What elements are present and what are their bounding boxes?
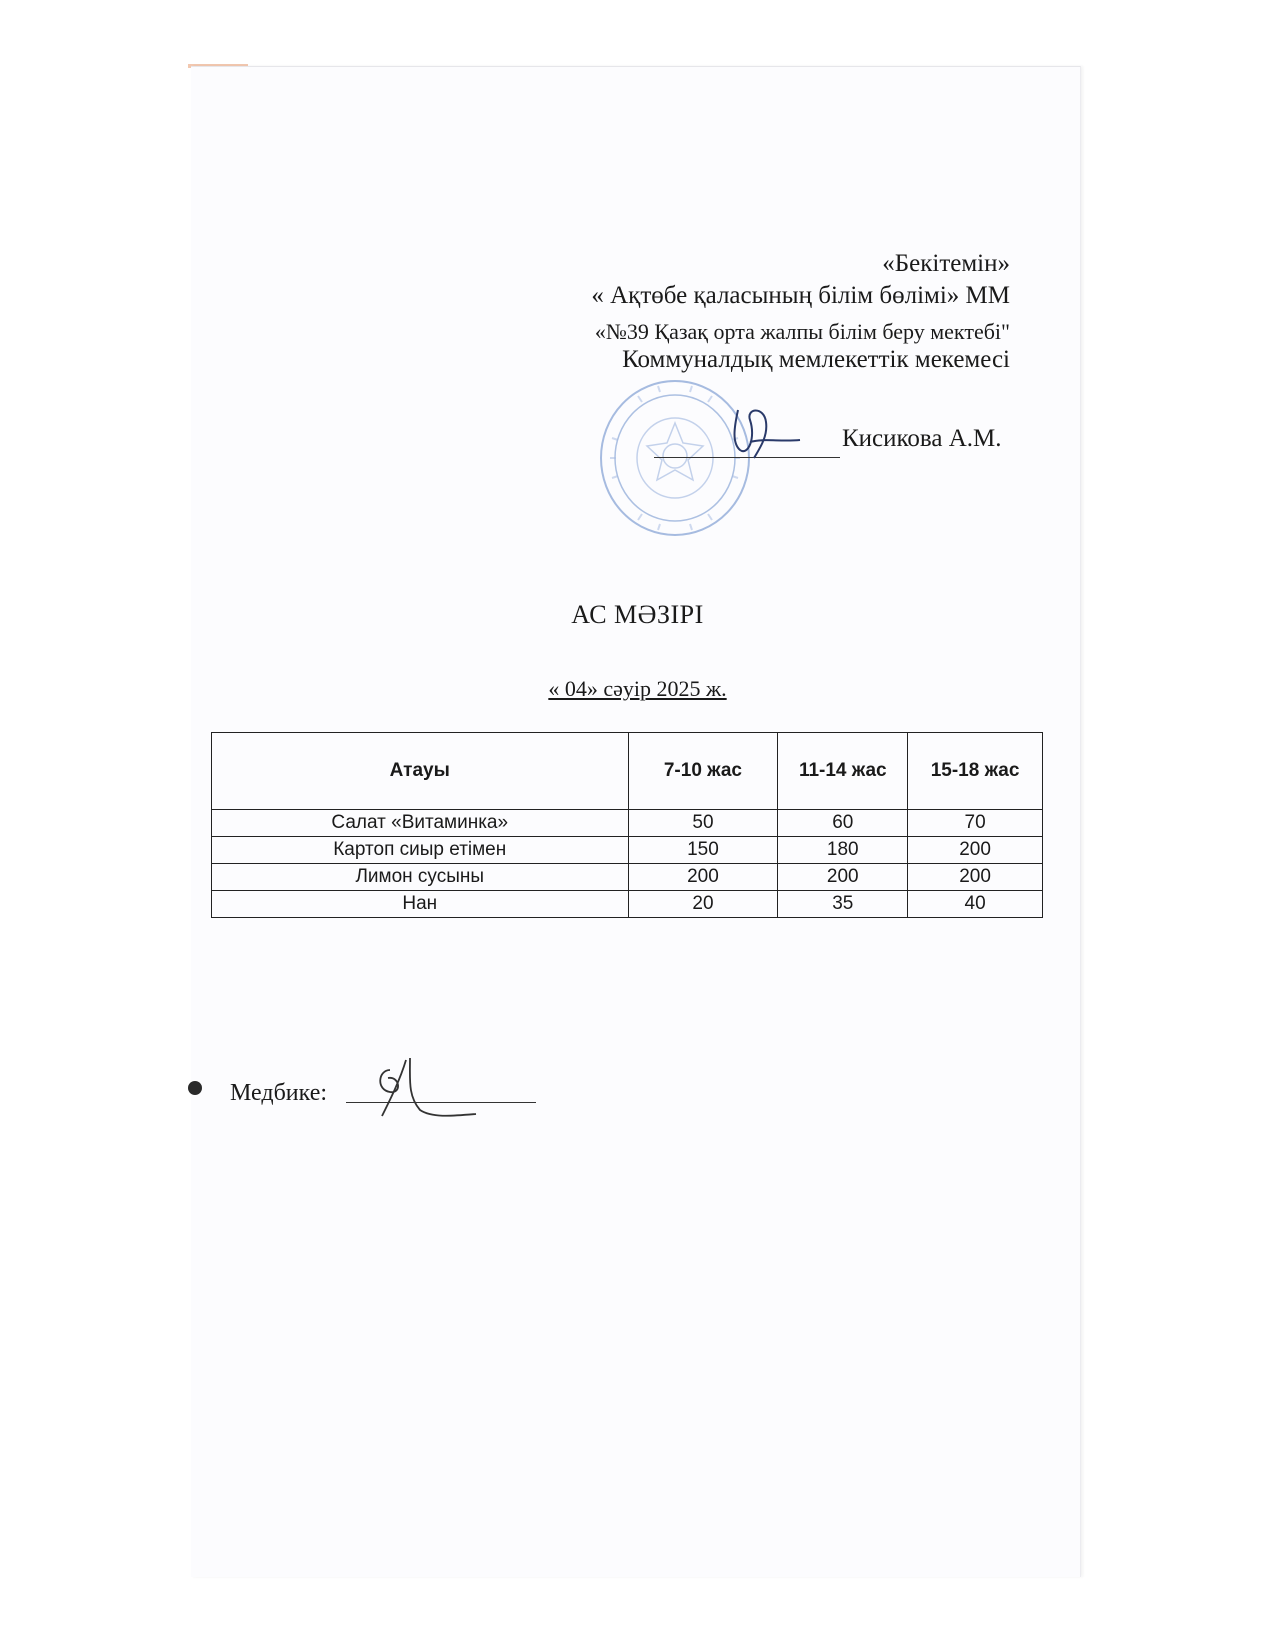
dish-name: Салат «Витаминка» (212, 810, 629, 837)
document-date: « 04» сәуір 2025 ж. (548, 676, 727, 701)
column-header-age-7-10: 7-10 жас (628, 733, 778, 810)
dish-name: Картоп сиыр етімен (212, 837, 629, 864)
dish-name: Нан (212, 891, 629, 918)
portion-11-14: 35 (778, 891, 908, 918)
director-signature-icon (720, 398, 810, 468)
portion-7-10: 150 (628, 837, 778, 864)
portion-11-14: 180 (778, 837, 908, 864)
nurse-label: Медбике: (230, 1080, 328, 1106)
table-header-row (212, 733, 1043, 810)
portion-7-10: 50 (628, 810, 778, 837)
table-row (212, 864, 1043, 891)
portion-7-10: 200 (628, 864, 778, 891)
column-header-age-11-14: 11-14 жас (778, 733, 908, 810)
table-row (212, 810, 1043, 837)
document-title: АС МӘЗІРІ (571, 600, 704, 629)
signer-name: Кисикова А.М. (842, 425, 1002, 452)
portion-7-10: 20 (628, 891, 778, 918)
approval-institution: Коммуналдық мемлекеттік мекемесі (622, 346, 1010, 373)
punch-hole-icon (188, 1081, 202, 1095)
dish-name: Лимон сусыны (212, 864, 629, 891)
approval-heading: «Бекітемін» (882, 250, 1010, 277)
approval-school: «№39 Қазақ орта жалпы білім беру мектебі" (594, 319, 1010, 344)
column-header-age-15-18: 15-18 жас (908, 733, 1043, 810)
portion-11-14: 60 (778, 810, 908, 837)
portion-11-14: 200 (778, 864, 908, 891)
approval-department: « Ақтөбе қаласының білім бөлімі» ММ (591, 282, 1010, 309)
portion-15-18: 70 (908, 810, 1043, 837)
table-row (212, 891, 1043, 918)
menu-table (211, 732, 1043, 918)
nurse-signature-icon (360, 1040, 480, 1120)
portion-15-18: 200 (908, 837, 1043, 864)
table-row (212, 837, 1043, 864)
column-header-name: Атауы (212, 733, 629, 810)
portion-15-18: 40 (908, 891, 1043, 918)
portion-15-18: 200 (908, 864, 1043, 891)
